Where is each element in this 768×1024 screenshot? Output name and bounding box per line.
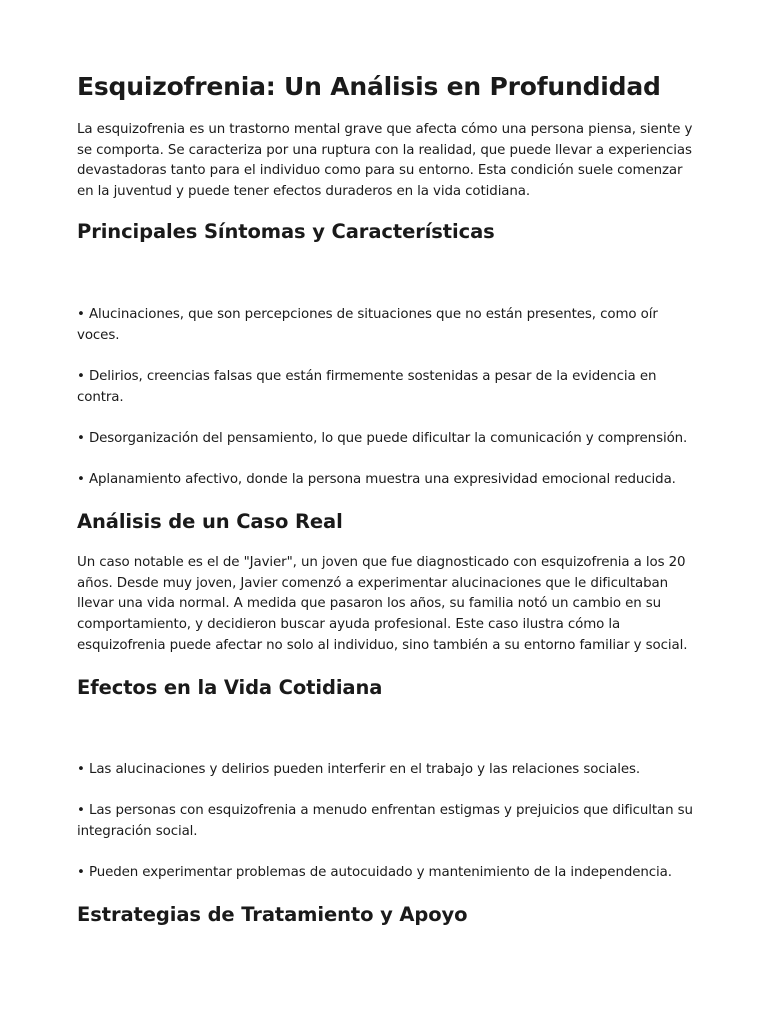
case-paragraph: Un caso notable es el de "Javier", un joven que fue diagnosticado con esquizofrenia a los 20 años. Desde muy joven, Javier comenzó a experimentar alucinaciones que le dificultaban llevar una vida normal. A medida que pasaron los años, su familia notó un cambio en su comportamiento, y decidieron buscar ayuda profesional. Este caso ilustra cómo la esquizofrenia puede afectar no solo al individuo, sino también a su entorno familiar y social. xyxy=(77,555,688,653)
list-item: • Aplanamiento afectivo, donde la persona muestra una expresividad emocional reducida. xyxy=(77,472,676,487)
list-item: • Pueden experimentar problemas de autocuidado y mantenimiento de la independencia. xyxy=(77,865,672,880)
list-item: • Alucinaciones, que son percepciones de situaciones que no están presentes, como oír voces. xyxy=(77,307,658,343)
section-heading-tratamiento: Estrategias de Tratamiento y Apoyo xyxy=(77,903,468,926)
section-heading-sintomas: Principales Síntomas y Características xyxy=(77,220,495,243)
list-item: • Delirios, creencias falsas que están firmemente sostenidas a pesar de la evidencia en contra. xyxy=(77,369,657,405)
page-title: Esquizofrenia: Un Análisis en Profundidad xyxy=(77,72,661,101)
intro-paragraph: La esquizofrenia es un trastorno mental grave que afecta cómo una persona piensa, siente y se comporta. Se caracteriza por una ruptura con la realidad, que puede llevar a experiencias devastadoras tanto para el individuo como para su entorno. Esta condición suele comenzar en la juventud y puede tener efectos duraderos en la vida cotidiana. xyxy=(77,122,693,200)
list-item: • Desorganización del pensamiento, lo que puede dificultar la comunicación y comprensión. xyxy=(77,431,688,446)
section-heading-caso-real: Análisis de un Caso Real xyxy=(77,510,343,533)
section-heading-efectos: Efectos en la Vida Cotidiana xyxy=(77,676,383,699)
list-item: • Las personas con esquizofrenia a menudo enfrentan estigmas y prejuicios que dificultan su integración social. xyxy=(77,803,693,839)
list-item: • Las alucinaciones y delirios pueden interferir en el trabajo y las relaciones sociales. xyxy=(77,762,641,777)
